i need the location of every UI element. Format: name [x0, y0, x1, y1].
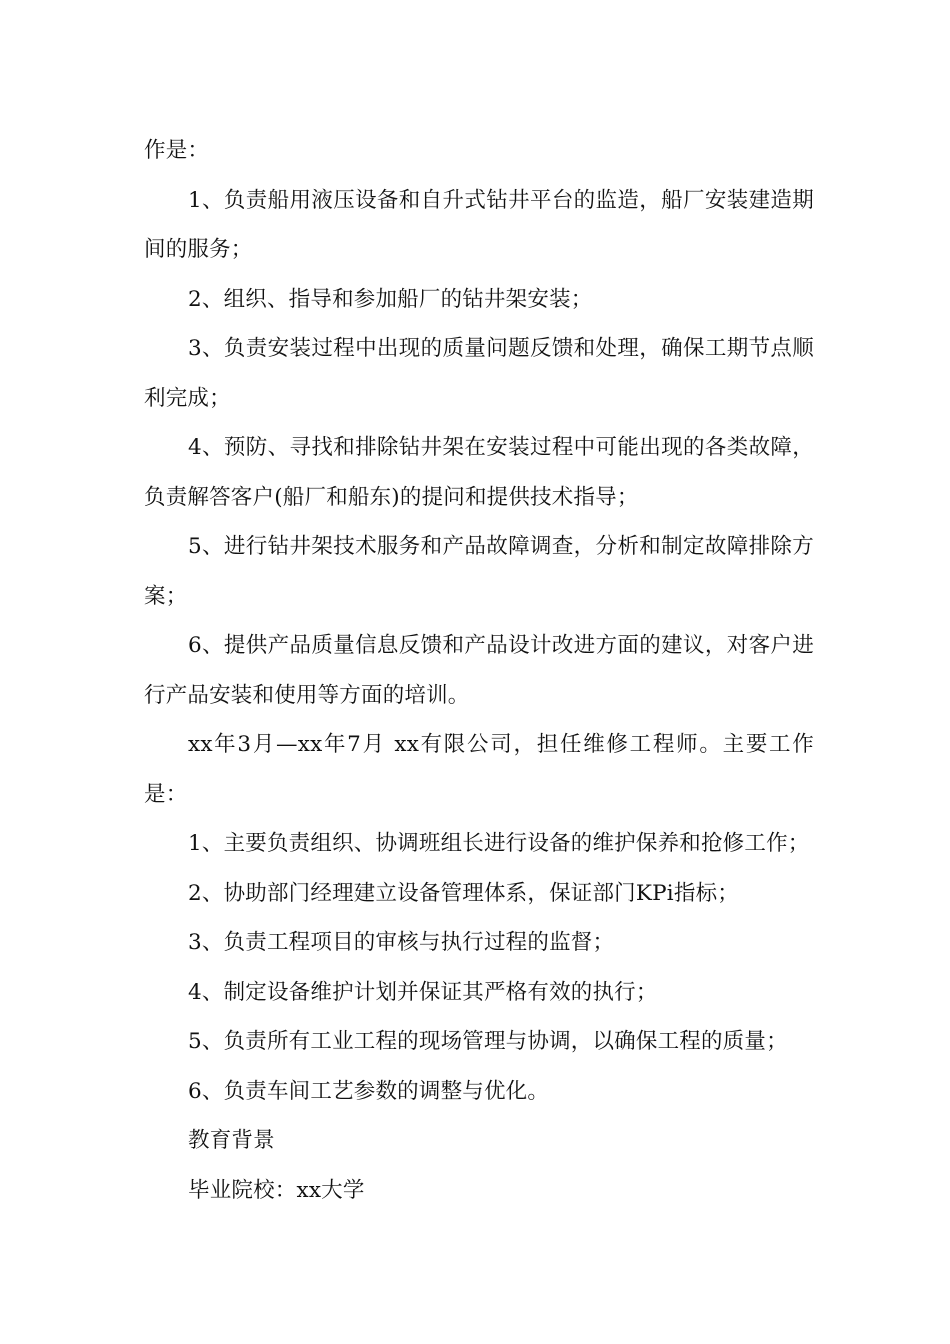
- paragraph-task-1: 1、主要负责组织、协调班组长进行设备的维护保养和抢修工作；: [188, 831, 810, 856]
- paragraph-task-2: 2、协助部门经理建立设备管理体系，保证部门KPi指标；: [188, 880, 739, 906]
- paragraph-duty-3: 3、负责安装过程中出现的质量问题反馈和处理，确保工期节点顺利完成；: [144, 336, 814, 411]
- paragraph-duty-6: 6、提供产品质量信息反馈和产品设计改进方面的建议，对客户进行产品安装和使用等方面的培训。: [144, 633, 814, 708]
- paragraph-school: 毕业院校：xx大学: [188, 1177, 365, 1203]
- paragraph-duty-4: 4、预防、寻找和排除钻井架在安装过程中可能出现的各类故障，负责解答客户(船厂和船东)的提问和提供技术指导；: [144, 435, 814, 510]
- paragraph-duty-1: 1、负责船用液压设备和自升式钻井平台的监造，船厂安装建造期间的服务；: [144, 187, 814, 262]
- document-body: [144, 126, 814, 1215]
- section-heading-education: 教育背景: [188, 1128, 275, 1153]
- paragraph-task-6: 6、负责车间工艺参数的调整与优化。: [188, 1078, 550, 1104]
- paragraph-task-5: 5、负责所有工业工程的现场管理与协调，以确保工程的质量；: [188, 1029, 788, 1054]
- paragraph-task-3: 3、负责工程项目的审核与执行过程的监督；: [188, 930, 615, 955]
- paragraph-work-intro: 作是：: [144, 138, 210, 163]
- paragraph-task-4: 4、制定设备维护计划并保证其严格有效的执行；: [188, 979, 658, 1005]
- paragraph-job-period: xx年3月—xx年7月 xx有限公司，担任维修工程师。主要工作是：: [144, 732, 814, 807]
- paragraph-duty-2: 2、组织、指导和参加船厂的钻井架安装；: [188, 286, 593, 312]
- paragraph-duty-5: 5、进行钻井架技术服务和产品故障调查，分析和制定故障排除方案；: [144, 534, 814, 609]
